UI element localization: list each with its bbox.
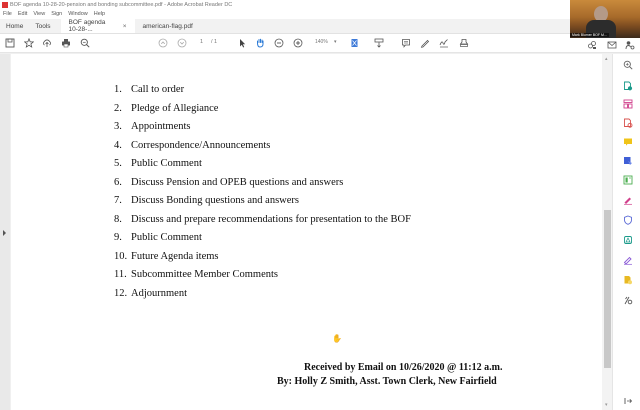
agenda-item [114,214,411,233]
agenda-item-text: Appointments [131,121,191,132]
comment-icon[interactable] [400,37,412,49]
scroll-up-icon[interactable]: ▴ [605,56,608,62]
tab-bar [0,19,640,34]
send-for-sign-icon[interactable] [622,155,633,166]
agenda-item-text: Discuss Bonding questions and answers [131,195,299,206]
agenda-item-number: 7. [114,195,122,206]
select-cursor-icon[interactable] [236,37,248,49]
agenda-item [114,121,411,140]
upload-cloud-icon[interactable] [41,37,53,49]
bookmark-star-icon[interactable] [23,37,35,49]
agenda-item [114,84,411,103]
zoom-level-dropdown[interactable]: 140% [315,39,328,45]
agenda-item-number: 4. [114,139,122,151]
share-link-icon[interactable] [586,39,598,51]
menu-help[interactable]: Help [93,11,106,17]
tab-document-bof-agenda[interactable] [61,19,135,33]
zoom-out-icon[interactable] [273,37,285,49]
tab-document-label: BOF agenda 10-28-... [68,19,106,33]
agenda-item [114,158,411,177]
stamp-icon[interactable] [458,37,470,49]
next-page-icon[interactable] [176,37,188,49]
received-stamp-line: Received by Email on 10/26/2020 @ 11:12 a.m. [304,362,503,373]
window-title-bar [0,0,640,10]
expand-left-panel-icon[interactable] [3,230,6,236]
create-pdf-icon[interactable] [622,117,633,128]
video-call-overlay [570,0,640,38]
zoom-search-icon[interactable] [622,59,633,70]
export-pdf-icon[interactable] [622,80,633,91]
agenda-item-number: 6. [114,176,122,188]
agenda-item-number: 1. [114,84,122,95]
agenda-item-text: Adjournment [131,287,187,299]
organize-pages-icon[interactable] [622,98,633,109]
agenda-item [114,232,411,251]
agenda-item-number: 8. [114,213,122,225]
add-user-icon[interactable] [624,39,636,51]
agenda-item-number: 10. [114,250,128,262]
agenda-item [114,177,411,196]
agenda-item-number: 9. [114,232,122,243]
agenda-item-text: Discuss Pension and OPEB questions and answers [131,176,344,188]
menu-edit[interactable]: Edit [17,11,28,17]
edit-pdf-icon[interactable] [622,174,633,185]
tab-tools[interactable] [29,19,60,33]
tab-document-label: american-flag.pdf [142,22,193,30]
agenda-item [114,269,411,288]
agenda-item [114,288,411,307]
left-nav-panel [0,54,10,410]
agenda-item [114,103,411,122]
menu-window[interactable]: Window [68,11,88,17]
expand-panel-icon[interactable] [622,395,633,406]
agenda-item-number: 5. [114,158,122,169]
menu-view[interactable]: View [33,11,46,17]
agenda-item [114,195,411,214]
email-icon[interactable] [606,39,618,51]
agenda-item-number: 3. [114,121,122,132]
main-toolbar [0,34,640,53]
acrobat-app-icon [2,2,8,8]
prev-page-icon[interactable] [157,37,169,49]
fit-page-icon[interactable] [349,37,361,49]
menu-file[interactable]: File [3,11,12,17]
scroll-mode-icon[interactable] [373,37,385,49]
tab-document-american-flag[interactable] [135,19,207,33]
zoom-in-icon[interactable] [292,37,304,49]
scrollbar-thumb[interactable] [604,210,611,368]
fill-sign-alt-icon[interactable] [622,254,633,265]
agenda-item-text: Discuss and prepare recommendations for presentation to the BOF [131,213,411,225]
fill-sign-icon[interactable] [622,194,633,205]
enhance-scan-icon[interactable] [622,234,633,245]
vertical-scrollbar[interactable] [602,54,612,410]
save-icon[interactable] [4,37,16,49]
menu-bar [0,10,640,19]
agenda-item-number: 2. [114,102,122,114]
zoom-dropdown-caret-icon[interactable]: ▾ [334,39,337,45]
window-title: BOF agenda 10-28-20-pension and bonding subcommittee.pdf - Adobe Acrobat Reader DC [10,2,233,8]
agenda-item [114,251,411,270]
create-form-icon[interactable] [622,274,633,285]
sign-icon[interactable] [438,37,450,49]
zoom-search-icon[interactable] [79,37,91,49]
print-icon[interactable] [60,37,72,49]
agenda-item-number: 11. [114,269,127,280]
tab-close-icon[interactable]: × [122,22,127,30]
agenda-item-text: Future Agenda items [131,250,219,262]
menu-sign[interactable]: Sign [51,11,63,17]
more-tools-icon[interactable] [622,294,633,305]
agenda-item-text: Correspondence/Announcements [131,139,271,151]
protect-icon[interactable] [622,214,633,225]
agenda-list [114,84,411,306]
scroll-down-icon[interactable]: ▾ [605,402,608,408]
agenda-item-text: Subcommittee Member Comments [131,269,278,280]
tab-tools-label: Tools [35,22,51,30]
hand-tool-icon[interactable] [254,37,266,49]
tab-home[interactable] [0,19,29,33]
agenda-item-text: Pledge of Allegiance [131,102,219,114]
highlight-pen-icon[interactable] [419,37,431,49]
agenda-item [114,140,411,159]
tab-home-label: Home [6,22,24,30]
comment-icon[interactable] [622,136,633,147]
agenda-item-text: Public Comment [131,232,202,243]
right-tools-panel [612,54,640,410]
agenda-item-text: Call to order [131,84,185,95]
participant-name: Mark Blumer BOF M... [572,33,607,37]
agenda-item-text: Public Comment [131,158,202,169]
hand-cursor-icon: ✋ [332,334,342,343]
agenda-item-number: 12. [114,287,128,299]
page-number-input[interactable]: 1 [200,39,204,45]
page-total: / 1 [211,39,218,45]
received-by-line: By: Holly Z Smith, Asst. Town Clerk, New Fairfield [277,376,497,387]
